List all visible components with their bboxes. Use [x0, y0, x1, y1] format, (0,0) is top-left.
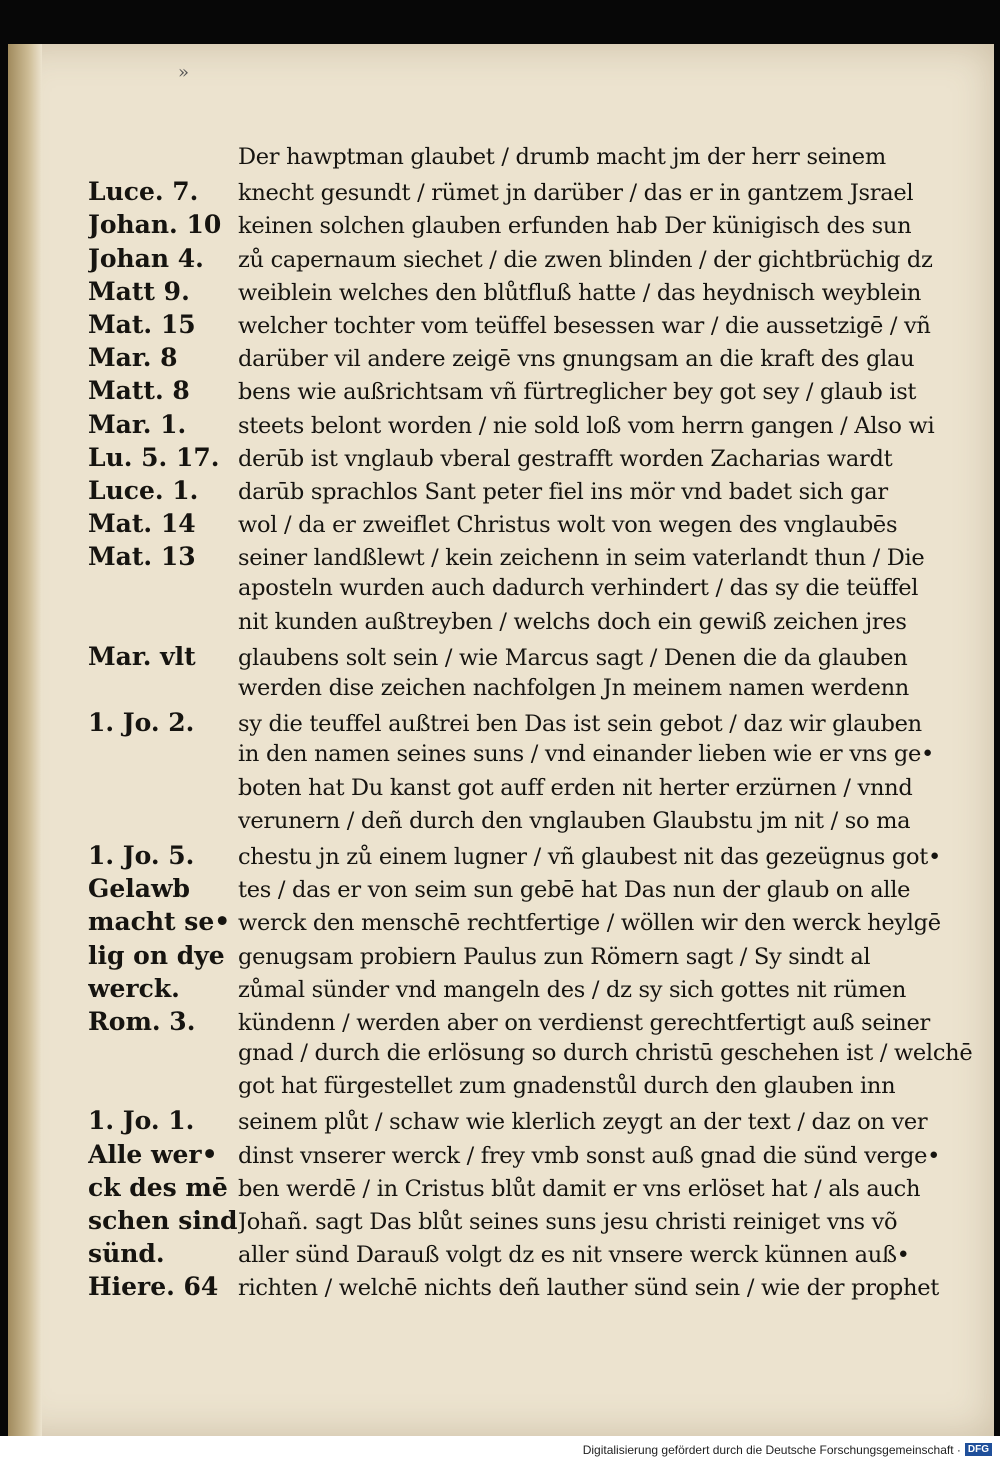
line-text: darūb sprachlos Sant peter fiel ins mör vnd badet sich gar	[238, 478, 888, 505]
book-page	[8, 44, 994, 1436]
margin-note: Luce. 1.	[88, 475, 199, 505]
text-line	[88, 376, 978, 409]
line-text: tes / das er von seim sun gebē hat Das nun der glaub on alle	[238, 877, 911, 904]
line-text: bens wie außrichtsam vñ fürtreglicher bey got sey / glaub ist	[238, 379, 917, 406]
text-line	[88, 509, 978, 542]
text-line	[88, 542, 978, 575]
text-line	[88, 443, 978, 476]
line-text: welcher tochter vom teüffel besessen war / die aussetzigē / vñ	[238, 312, 931, 339]
margin-note: werck.	[88, 973, 180, 1003]
text-line	[88, 808, 978, 841]
text-line	[88, 410, 978, 443]
line-text: aller sünd Darauß volgt dz es nit vnsere werck künnen auß•	[238, 1242, 910, 1269]
dfg-logo: DFG	[965, 1443, 992, 1456]
line-text: sy die teuffel außtrei ben Das ist sein gebot / daz wir glauben	[238, 711, 922, 738]
text-line	[88, 609, 978, 642]
line-text: nit kunden außtreyben / welchs doch ein gewiß zeichen jres	[238, 608, 907, 635]
text-line	[88, 1206, 978, 1239]
margin-note: Rom. 3.	[88, 1006, 196, 1036]
text-line	[88, 741, 978, 774]
line-text: Johañ. sagt Das blůt seines suns jesu christi reiniget vns võ	[238, 1209, 898, 1235]
text-line	[88, 907, 978, 940]
line-text: weiblein welches den blůtfluß hatte / das heydnisch weyblein	[238, 279, 922, 306]
text-line	[88, 1007, 978, 1040]
margin-note: Johan 4.	[88, 243, 204, 273]
margin-note: Mar. 8	[88, 343, 178, 373]
line-text: seiner landßlewt / kein zeichenn in seim vaterlandt thun / Die	[238, 545, 925, 572]
line-text: ben werdē / in Cristus blůt damit er vns erlöset hat / als auch	[238, 1175, 921, 1202]
line-text: seinem plůt / schaw wie klerlich zeygt an der text / daz on ver	[238, 1109, 928, 1136]
margin-note: Johan. 10	[88, 210, 222, 240]
text-line	[88, 310, 978, 343]
line-text: darüber vil andere zeigē vns gnungsam an die kraft des glau	[238, 346, 915, 373]
margin-note: Mat. 15	[88, 309, 196, 339]
text-line	[88, 244, 978, 277]
line-text: Der hawptman glaubet / drumb macht jm der herr seinem	[238, 144, 886, 170]
text-line	[88, 1173, 978, 1206]
line-text: werden dise zeichen nachfolgen Jn meinem namen werdenn	[238, 675, 909, 701]
text-line	[88, 1239, 978, 1272]
text-line	[88, 1040, 978, 1073]
margin-note: Matt 9.	[88, 276, 190, 306]
margin-note: Mar. vlt	[88, 641, 196, 671]
footer-bar	[0, 1436, 1000, 1463]
line-text: dinst vnserer werck / frey vmb sonst auß gnad die sünd verge•	[238, 1142, 941, 1169]
line-text: boten hat Du kanst got auff erden nit herter erzürnen / vnnd	[238, 774, 913, 801]
line-text: glaubens solt sein / wie Marcus sagt / Denen die da glauben	[238, 644, 908, 671]
text-line	[88, 642, 978, 675]
text-line	[88, 841, 978, 874]
line-text: verunern / deñ durch den vnglauben Glaubstu jm nit / so ma	[238, 807, 911, 834]
margin-note: ck des mē	[88, 1172, 228, 1202]
line-text: knecht gesundt / rümet jn darüber / das er in gantzem Jsrael	[238, 180, 914, 207]
margin-note: Gelawb	[88, 874, 190, 904]
margin-note: lig on dye	[88, 940, 225, 970]
page-spine	[8, 44, 42, 1436]
margin-note: Matt. 8	[88, 376, 190, 406]
line-text: aposteln wurden auch dadurch verhindert / das sy die teüffel	[238, 575, 919, 602]
line-text: zůmal sünder vnd mangeln des / dz sy sich gottes nit rümen	[238, 976, 907, 1003]
margin-note: Alle wer•	[88, 1139, 218, 1169]
line-text: wol / da er zweiflet Christus wolt von wegen des vnglaubēs	[238, 512, 898, 539]
line-text: steets belont worden / nie sold loß vom herrn gangen / Also wi	[238, 412, 935, 439]
text-line	[88, 874, 978, 907]
margin-note: 1. Jo. 5.	[88, 840, 195, 870]
line-text: richten / welchē nichts deñ lauther sünd sein / wie der prophet	[238, 1275, 939, 1302]
line-text: gnad / durch die erlösung so durch christū geschehen ist / welchē	[238, 1040, 973, 1067]
text-line	[88, 1106, 978, 1139]
text-line	[88, 941, 978, 974]
margin-note: Lu. 5. 17.	[88, 442, 220, 472]
margin-note: macht se•	[88, 907, 231, 937]
text-line	[88, 476, 978, 509]
line-text: got hat fürgestellet zum gnadenstůl durch den glauben inn	[238, 1073, 896, 1100]
margin-note: schen sind	[88, 1206, 238, 1235]
margin-note: Mar. 1.	[88, 409, 187, 439]
line-text: derūb ist vnglaub vberal gestrafft worden Zacharias wardt	[238, 445, 893, 472]
text-line	[88, 343, 978, 376]
line-text: in den namen seines suns / vnd einander lieben wie er vns ge•	[238, 741, 935, 768]
text-line	[88, 575, 978, 608]
margin-note: sünd.	[88, 1239, 165, 1269]
margin-note: Mat. 13	[88, 542, 196, 572]
text-line	[88, 277, 978, 310]
text-line	[88, 675, 978, 708]
margin-note: 1. Jo. 2.	[88, 708, 195, 738]
line-text: werck den menschē rechtfertige / wöllen wir den werck heylgē	[238, 910, 941, 937]
text-line	[88, 1073, 978, 1106]
text-line	[88, 775, 978, 808]
text-block	[88, 144, 978, 1306]
text-line	[88, 144, 978, 177]
margin-note: Mat. 14	[88, 509, 196, 539]
margin-note: Hiere. 64	[88, 1272, 219, 1302]
line-text: chestu jn zů einem lugner / vñ glaubest nit das gezeügnus got•	[238, 843, 941, 870]
line-text: zů capernaum siechet / die zwen blinden / der gichtbrüchig dz	[238, 246, 933, 273]
margin-note: Luce. 7.	[88, 177, 199, 207]
text-line	[88, 177, 978, 210]
line-text: kündenn / werden aber on verdienst gerechtfertigt auß seiner	[238, 1009, 930, 1036]
text-line	[88, 210, 978, 243]
footer-credit: Digitalisierung gefördert durch die Deutsche Forschungsgemeinschaft ·	[582, 1442, 961, 1457]
text-line	[88, 1272, 978, 1305]
margin-note: 1. Jo. 1.	[88, 1106, 195, 1136]
text-line	[88, 974, 978, 1007]
line-text: genugsam probiern Paulus zun Römern sagt / Sy sindt al	[238, 943, 871, 970]
line-text: keinen solchen glauben erfunden hab Der künigisch des sun	[238, 213, 912, 240]
text-line	[88, 708, 978, 741]
page-mark: »	[178, 62, 190, 83]
text-line	[88, 1140, 978, 1173]
